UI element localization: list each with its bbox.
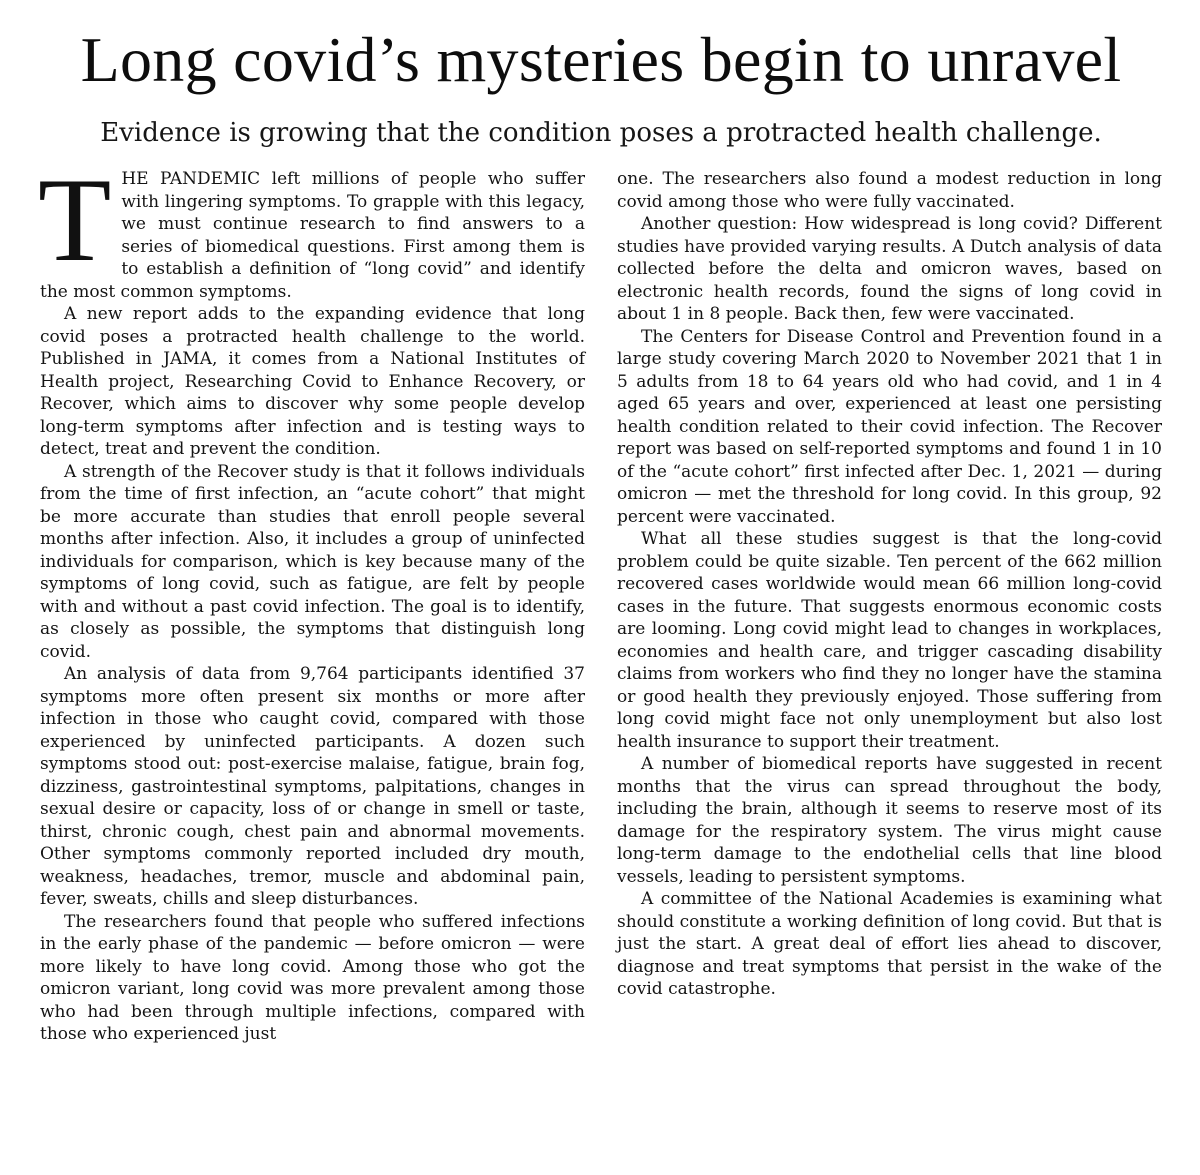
paragraph-10: A committee of the National Academies is examining what should constitute a working definition of long covid. But that is just the start. A great deal of effort lies ahead to discover, diagnose and treat symptoms that persist in the wake of the covid catastrophe. [617,889,1162,999]
paragraph-9: A number of biomedical reports have suggested in recent months that the virus can spread throughout the body, including the brain, although it seems to reserve most of its damage for the respiratory system. The virus might cause long-term damage to the endothelial cells that line blood vessels, leading to persistent symptoms. [617,754,1162,887]
headline: Long covid’s mysteries begin to unravel [80,24,1122,95]
column-right [617,168,1162,1046]
paragraph-1-text: left millions of people who suffer with lingering symptoms. To grapple with this legacy, we must continue research to find answers to a series of biomedical questions. First among them is to establish a definition of “long covid” and identify the most common symptoms. [40,169,586,302]
column-left [38,153,586,1046]
article-body [38,153,1162,1046]
paragraph-2: A new report adds to the expanding evidence that long covid poses a protracted health challenge to the world. Published in JAMA, it comes from a National Institutes of Health project, Researching Covid to Enhance Recovery, or Recover, which aims to discover why some people develop long-term symptoms after infection and is testing ways to detect, treat and prevent the condition. [40,304,585,459]
paragraph-5-part-1: The researchers found that people who suffered infections in the early phase of the pandemic — before omicron — were more likely to have long covid. Among those who got the omicron variant, long covid was more prevalent among those who had been through multiple infections, compared with those who experienced just [40,911,585,1044]
paragraph-4: An analysis of data from 9,764 participants identified 37 symptoms more often present six months or more after infection in those who caught covid, compared with those experienced by uninfected participants. A dozen such symptoms stood out: post-exercise malaise, fatigue, brain fog, dizziness, gastrointestinal symptoms, palpitations, changes in sexual desire or capacity, loss of or change in smell or taste, thirst, chronic cough, chest pain and abnormal movements. Other symptoms commonly reported included dry mouth, weakness, headaches, tremor, muscle and abdominal pain, fever, sweats, chills and sleep disturbances. [40,664,585,909]
lead-caps: HE PANDEMIC [121,169,261,189]
deck-subheadline: Evidence is growing that the condition poses a protracted health challenge. [100,118,1102,148]
paragraph-6: Another question: How widespread is long covid? Different studies have provided varying results. A Dutch analysis of data collected before the delta and omicron waves, based on electronic health records, found the signs of long covid in about 1 in 8 people. Back then, few were vaccinated. [617,214,1162,324]
paragraph-8: What all these studies suggest is that the long-covid problem could be quite sizable. Ten percent of the 662 million recovered cases worldwide would mean 66 million long-covid cases in the future. That suggests enormous economic costs are looming. Long covid might lead to changes in workplaces, economies and health care, and trigger cascading disability claims from workers who find they no longer have the stamina or good health they previously enjoyed. Those suffering from long covid might face not only unemployment but also lost health insurance to support their treatment. [617,529,1162,752]
paragraph-3: A strength of the Recover study is that it follows individuals from the time of first infection, an “acute cohort” that might be more accurate than studies that enroll people several months after infection. Also, it includes a group of uninfected individuals for comparison, which is key because many of the symptoms of long covid, such as fatigue, are felt by people with and without a past covid infection. The goal is to identify, as closely as possible, the symptoms that distinguish long covid. [40,461,585,662]
paragraph-1 [38,153,586,303]
drop-cap: T [38,153,112,286]
paragraph-7: The Centers for Disease Control and Prevention found in a large study covering March 2020 to November 2021 that 1 in 5 adults from 18 to 64 years old who had covid, and 1 in 4 aged 65 years and over, experienced at least one persisting health condition related to their covid infection. The Recover report was based on self-reported symptoms and found 1 in 10 of the “acute cohort” first infected after Dec. 1, 2021 — during omicron — met the threshold for long covid. In this group, 92 percent were vaccinated. [617,326,1162,527]
paragraph-5-part-2: one. The researchers also found a modest reduction in long covid among those who were fully vaccinated. [617,169,1162,212]
